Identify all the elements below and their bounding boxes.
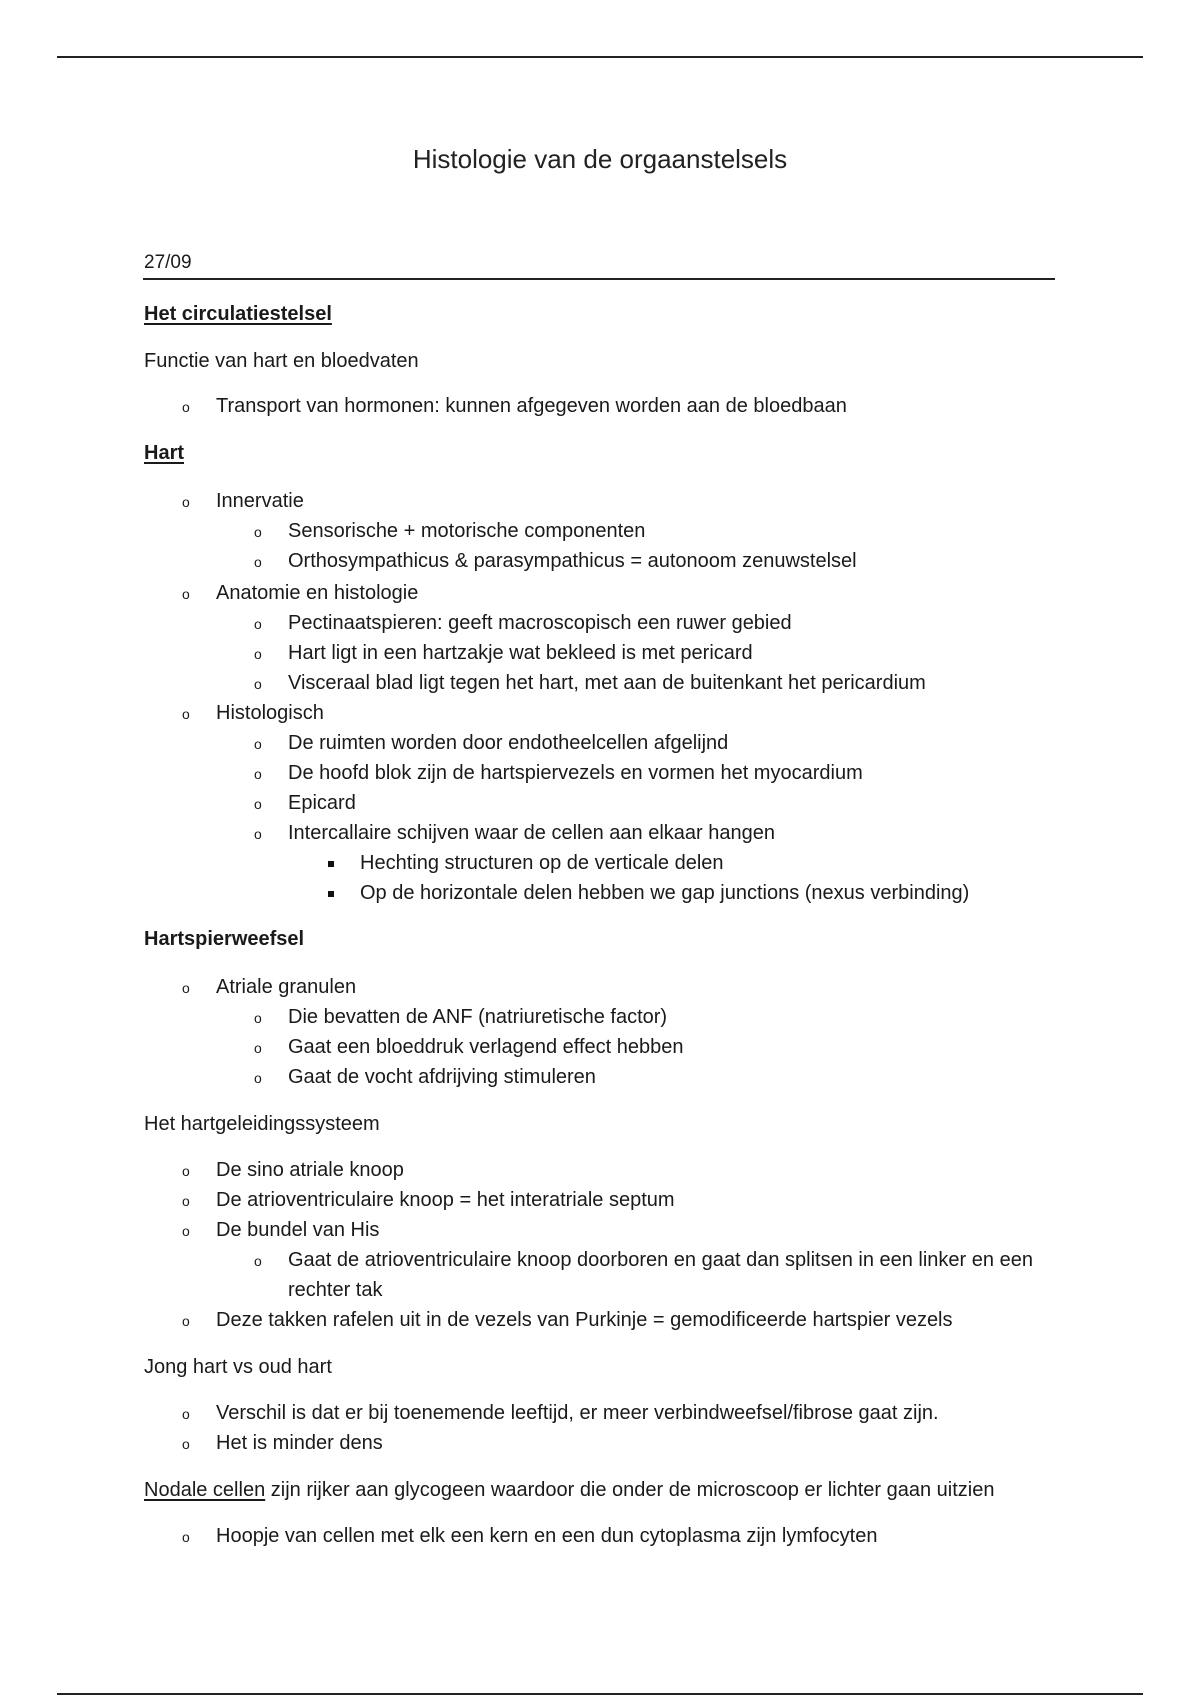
- list-item: Epicard: [288, 792, 356, 814]
- list-item-anatomie: Anatomie en histologie: [216, 582, 419, 604]
- bullet-circle-icon: o: [182, 1193, 190, 1209]
- heading-hartgeleidingssysteem: Het hartgeleidingssysteem: [144, 1113, 380, 1135]
- list-item: De hoofd blok zijn de hartspiervezels en vormen het myocardium: [288, 762, 863, 784]
- list-item: Gaat een bloeddruk verlagend effect hebben: [288, 1036, 684, 1058]
- list-item: Sensorische + motorische componenten: [288, 520, 646, 542]
- bullet-circle-icon: o: [182, 1436, 190, 1452]
- list-item: Hoopje van cellen met elk een kern en een dun cytoplasma zijn lymfocyten: [216, 1525, 878, 1547]
- bullet-circle-icon: o: [182, 1223, 190, 1239]
- bullet-square-icon: [328, 861, 334, 867]
- list-item: Op de horizontale delen hebben we gap junctions (nexus verbinding): [360, 882, 970, 904]
- heading-circulatiestelsel: Het circulatiestelsel: [144, 303, 332, 325]
- paragraph-text: zijn rijker aan glycogeen waardoor die onder de microscoop er lichter gaan uitzien: [265, 1479, 995, 1501]
- bullet-circle-icon: o: [182, 980, 190, 996]
- bullet-circle-icon: o: [254, 554, 262, 570]
- heading-jong-hart: Jong hart vs oud hart: [144, 1356, 332, 1378]
- bullet-circle-icon: o: [254, 1010, 262, 1026]
- bullet-circle-icon: o: [254, 1070, 262, 1086]
- list-item: De atrioventriculaire knoop = het interatriale septum: [216, 1189, 675, 1211]
- date-label: 27/09: [144, 252, 192, 273]
- list-item: Orthosympathicus & parasympathicus = autonoom zenuwstelsel: [288, 550, 857, 572]
- paragraph-nodale: [144, 1478, 995, 1502]
- list-item: Het is minder dens: [216, 1432, 383, 1454]
- list-item: De bundel van His: [216, 1219, 380, 1241]
- list-item: Hechting structuren op de verticale delen: [360, 852, 724, 874]
- list-item: Verschil is dat er bij toenemende leeftijd, er meer verbindweefsel/fibrose gaat zijn.: [216, 1402, 939, 1424]
- page-top-rule: [57, 56, 1143, 58]
- bullet-circle-icon: o: [182, 1313, 190, 1329]
- heading-hartspierweefsel: Hartspierweefsel: [144, 928, 305, 950]
- subheading-functie: Functie van hart en bloedvaten: [144, 350, 419, 372]
- bullet-circle-icon: o: [254, 1040, 262, 1056]
- bullet-circle-icon: o: [254, 766, 262, 782]
- list-item: Pectinaatspieren: geeft macroscopisch een ruwer gebied: [288, 612, 792, 634]
- list-item: Gaat de vocht afdrijving stimuleren: [288, 1066, 596, 1088]
- list-item-histologisch: Histologisch: [216, 702, 324, 724]
- date-rule: [143, 278, 1055, 280]
- heading-hart: Hart: [144, 442, 185, 464]
- list-item: Deze takken rafelen uit in de vezels van Purkinje = gemodificeerde hartspier vezels: [216, 1309, 953, 1331]
- list-item: De ruimten worden door endotheelcellen afgelijnd: [288, 732, 729, 754]
- bullet-circle-icon: o: [254, 646, 262, 662]
- bullet-circle-icon: o: [254, 676, 262, 692]
- bullet-circle-icon: o: [182, 586, 190, 602]
- term-nodale-cellen: Nodale cellen: [144, 1479, 266, 1501]
- bullet-square-icon: [328, 891, 334, 897]
- list-item: Transport van hormonen: kunnen afgegeven worden aan de bloedbaan: [216, 395, 847, 417]
- page-bottom-rule: [57, 1693, 1143, 1695]
- bullet-circle-icon: o: [182, 1529, 190, 1545]
- list-item: Hart ligt in een hartzakje wat bekleed is met pericard: [288, 642, 753, 664]
- bullet-circle-icon: o: [254, 524, 262, 540]
- list-item-atriale: Atriale granulen: [216, 976, 357, 998]
- list-item: De sino atriale knoop: [216, 1159, 404, 1181]
- bullet-circle-icon: o: [182, 399, 190, 415]
- list-item: Die bevatten de ANF (natriuretische factor): [288, 1006, 668, 1028]
- list-item: Gaat de atrioventriculaire knoop doorboren en gaat dan splitsen in een linker en een: [288, 1249, 1033, 1271]
- bullet-circle-icon: o: [182, 1406, 190, 1422]
- list-item-innervatie: Innervatie: [216, 490, 304, 512]
- page-title: Histologie van de orgaanstelsels: [412, 144, 788, 174]
- bullet-circle-icon: o: [182, 1163, 190, 1179]
- list-item-continuation: rechter tak: [288, 1279, 383, 1301]
- bullet-circle-icon: o: [182, 494, 190, 510]
- bullet-circle-icon: o: [254, 616, 262, 632]
- bullet-circle-icon: o: [254, 736, 262, 752]
- bullet-circle-icon: o: [182, 706, 190, 722]
- bullet-circle-icon: o: [254, 826, 262, 842]
- bullet-circle-icon: o: [254, 1253, 262, 1269]
- bullet-circle-icon: o: [254, 796, 262, 812]
- list-item: Intercallaire schijven waar de cellen aan elkaar hangen: [288, 822, 775, 844]
- list-item: Visceraal blad ligt tegen het hart, met aan de buitenkant het pericardium: [288, 672, 926, 694]
